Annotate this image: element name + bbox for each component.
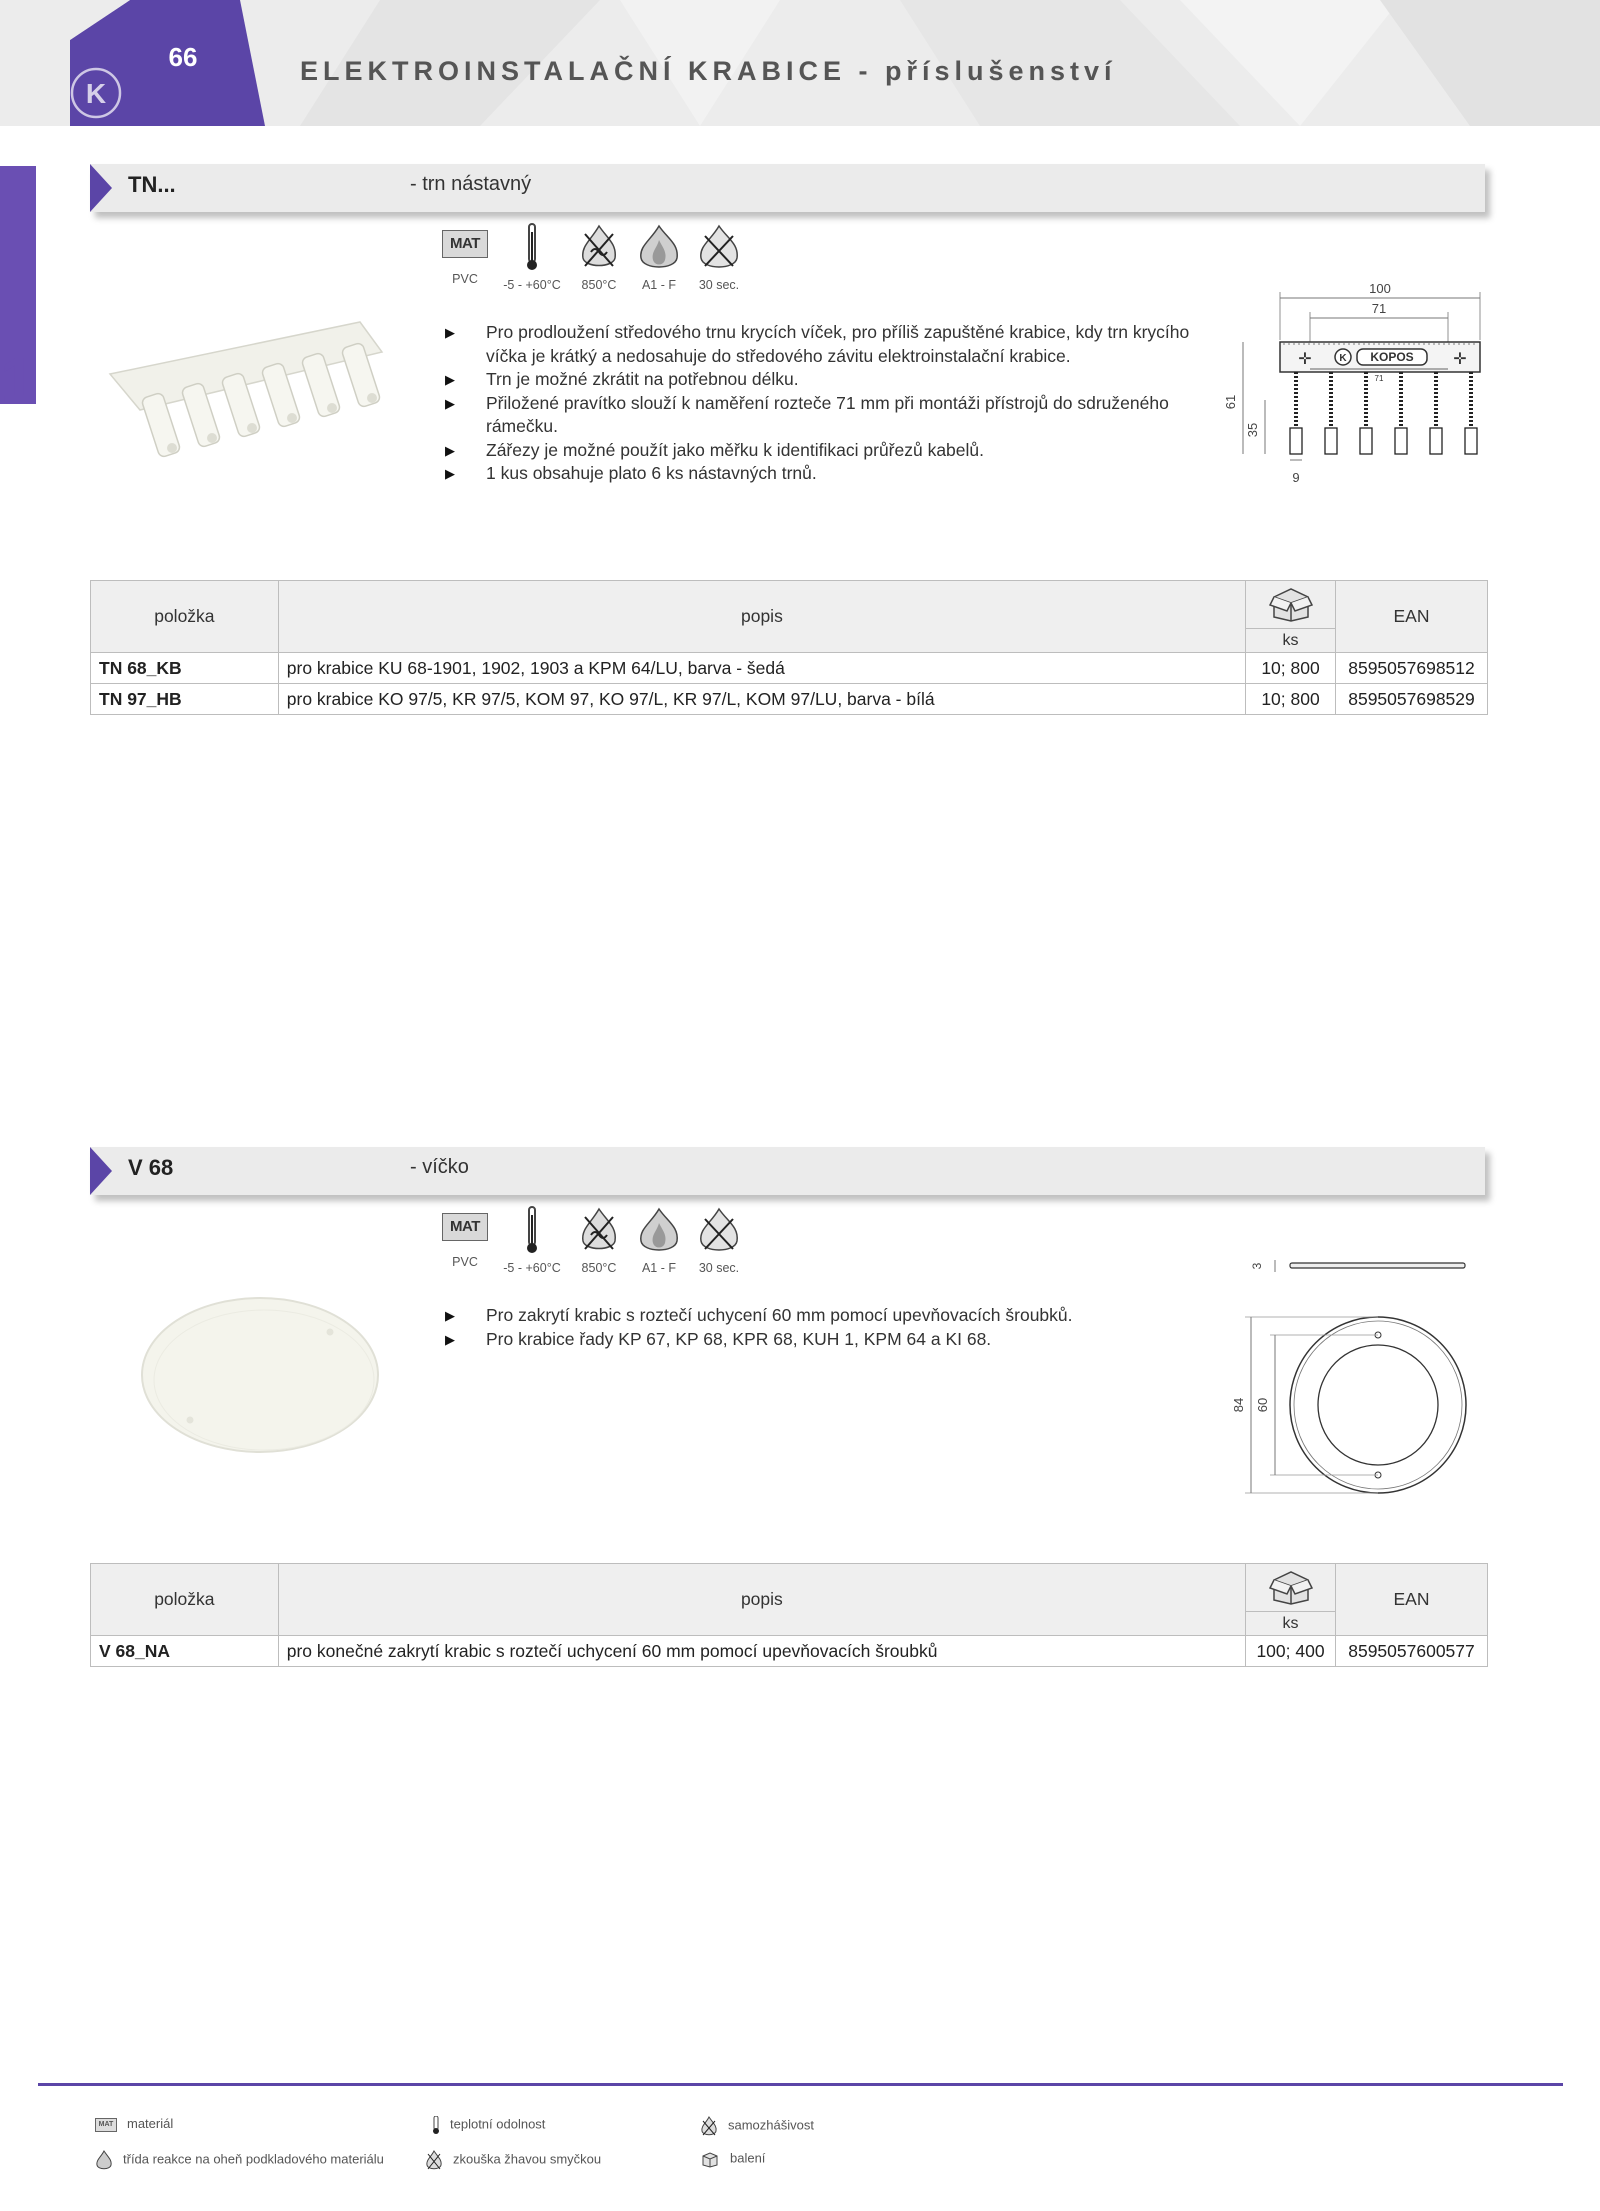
product-table-tn (90, 580, 1488, 715)
self-extinguish-icon (697, 222, 741, 272)
bullet-list-v68 (445, 1304, 1205, 1351)
list-item: ▶ Přiložené pravítko slouží k naměření rozteče 71 mm při montáži přístrojů do sdruženého rámečku. (445, 392, 1220, 439)
dim-height: 61 (1223, 394, 1238, 410)
prop-flame-class-label: A1 - F (641, 1261, 677, 1275)
bullet-list-tn (445, 321, 1220, 486)
table-header-pack-icon (1246, 581, 1336, 629)
drawing-brand: KOPOS (1370, 350, 1414, 364)
prop-self-extinguish (684, 222, 754, 292)
prop-temperature (497, 222, 567, 292)
svg-text:✛: ✛ (1298, 351, 1312, 368)
glow-wire-icon (425, 2150, 443, 2170)
table-header-pack: ks (1246, 1612, 1336, 1636)
legend-self-extinguish-label: samozhášivost (728, 2117, 814, 2133)
table-header-item: položka (91, 581, 279, 653)
cell-description: pro konečné zakrytí krabic s roztečí uchycení 60 mm pomocí upevňovacích šroubků (278, 1636, 1245, 1667)
table-row (91, 684, 1488, 715)
mat-icon: MAT (442, 230, 488, 258)
svg-text:K: K (1339, 353, 1347, 364)
flame-icon (95, 2150, 113, 2170)
self-extinguish-icon (697, 1205, 741, 1255)
dim-width: 100 (1369, 281, 1391, 296)
list-item: ▶ Zářezy je možné použít jako měřku k identifikaci průřezů kabelů. (445, 439, 1220, 463)
legend-self-extinguish (700, 2116, 814, 2136)
prop-material (430, 222, 500, 286)
thermometer-icon (522, 1205, 542, 1255)
page-number: 66 (168, 42, 198, 72)
dim-pitch: 9 (1292, 470, 1300, 485)
page-title: ELEKTROINSTALAČNÍ KRABICE - příslušenství (300, 56, 1117, 86)
cell-ean: 8595057600577 (1336, 1636, 1488, 1667)
cell-description: pro krabice KU 68-1901, 1902, 1903 a KPM 64/LU, barva - šedá (278, 653, 1245, 684)
list-item: ▶ Pro prodloužení středového trnu krycích víček, pro příliš zapuštěné krabice, kdy trn krycího víčka je krátký a nedosahuje do středového závitu elektroinstalační krabice. (445, 321, 1220, 368)
section-code-v68: V 68 (128, 1155, 174, 1180)
list-item: ▶ 1 kus obsahuje plato 6 ks nástavných trnů. (445, 462, 1220, 486)
flame-icon (637, 1205, 681, 1255)
section-arrow-v68 (90, 1147, 112, 1195)
cell-item: TN 97_HB (91, 684, 279, 715)
mat-icon: MAT (95, 2118, 117, 2132)
prop-self-extinguish (684, 1205, 754, 1275)
flame-icon (637, 222, 681, 272)
prop-glow-wire-label: 850°C (581, 1261, 617, 1275)
section-bar-v68 (90, 1147, 1485, 1195)
cell-description: pro krabice KO 97/5, KR 97/5, KOM 97, KO 97/L, KR 97/L, KOM 97/LU, barva - bílá (278, 684, 1245, 715)
cell-pack: 100; 400 (1246, 1636, 1336, 1667)
section-code-tn: TN... (128, 172, 176, 197)
dim-spacing: 71 (1371, 301, 1387, 316)
table-header-pack: ks (1246, 629, 1336, 653)
prop-material (430, 1205, 500, 1269)
prop-temperature (497, 1205, 567, 1275)
box-icon (1268, 1566, 1314, 1606)
self-extinguish-icon (700, 2116, 718, 2136)
list-item: ▶ Trn je možné zkrátit na potřebnou délku. (445, 368, 1220, 392)
dim-inner: 60 (1255, 1397, 1270, 1413)
technical-drawing-tn (1215, 280, 1490, 495)
footer-divider (38, 2083, 1563, 2086)
prop-flame-class-label: A1 - F (641, 278, 677, 292)
table-header-ean: EAN (1336, 1564, 1488, 1636)
mat-icon: MAT (442, 1213, 488, 1241)
glow-wire-icon (577, 1205, 621, 1255)
legend-glow-wire (425, 2150, 601, 2170)
legend-material (95, 2116, 173, 2132)
cell-item: TN 68_KB (91, 653, 279, 684)
section-description-v68: - víčko (410, 1156, 469, 1178)
legend-temperature-label: teplotní odolnost (450, 2116, 546, 2132)
section-bar-tn (90, 164, 1485, 212)
dim-pin: 35 (1245, 422, 1260, 438)
prop-material-label: PVC (452, 272, 478, 286)
prop-self-extinguish-label: 30 sec. (698, 1261, 740, 1275)
table-header-pack-icon (1246, 1564, 1336, 1612)
box-icon (1268, 583, 1314, 623)
table-header-item: položka (91, 1564, 279, 1636)
ruler-mark: 71 (1374, 374, 1384, 383)
legend-packaging-label: balení (730, 2150, 766, 2166)
dim-outer: 84 (1231, 1397, 1246, 1413)
legend-flame-class-label: třída reakce na oheň podkladového materiálu (123, 2151, 384, 2167)
product-table-v68 (90, 1563, 1488, 1667)
table-header-description: popis (278, 1564, 1245, 1636)
product-image-v68 (130, 1290, 390, 1460)
table-row (91, 1636, 1488, 1667)
section-arrow-tn (90, 164, 112, 212)
chapter-number: 1 (0, 344, 36, 416)
cell-ean: 8595057698529 (1336, 684, 1488, 715)
legend-material-label: materiál (127, 2116, 174, 2131)
thermometer-icon (432, 2116, 440, 2134)
cell-pack: 10; 800 (1246, 684, 1336, 715)
thermometer-icon (522, 222, 542, 272)
prop-temperature-label: -5 - +60°C (503, 1261, 561, 1275)
legend-packaging (700, 2150, 765, 2168)
table-header-description: popis (278, 581, 1245, 653)
section-description-tn: - trn nástavný (410, 173, 532, 195)
prop-glow-wire-label: 850°C (581, 278, 617, 292)
list-item: ▶ Pro krabice řady KP 67, KP 68, KPR 68, KUH 1, KPM 64 a KI 68. (445, 1328, 1205, 1352)
legend-temperature (432, 2116, 545, 2134)
prop-self-extinguish-label: 30 sec. (698, 278, 740, 292)
list-item: ▶ Pro zakrytí krabic s roztečí uchycení 60 mm pomocí upevňovacích šroubků. (445, 1304, 1205, 1328)
legend-flame-class (95, 2150, 384, 2170)
table-row (91, 653, 1488, 684)
cell-item: V 68_NA (91, 1636, 279, 1667)
cell-ean: 8595057698512 (1336, 653, 1488, 684)
dim-thickness: 3 (1250, 1262, 1264, 1270)
prop-temperature-label: -5 - +60°C (503, 278, 561, 292)
prop-material-label: PVC (452, 1255, 478, 1269)
legend-glow-wire-label: zkouška žhavou smyčkou (453, 2151, 602, 2167)
svg-text:K: K (85, 78, 107, 109)
glow-wire-icon (577, 222, 621, 272)
technical-drawing-v68 (1225, 1250, 1490, 1500)
product-image-tn (100, 318, 420, 478)
table-header-ean: EAN (1336, 581, 1488, 653)
box-icon (700, 2150, 720, 2168)
svg-text:✛: ✛ (1453, 351, 1467, 368)
cell-pack: 10; 800 (1246, 653, 1336, 684)
